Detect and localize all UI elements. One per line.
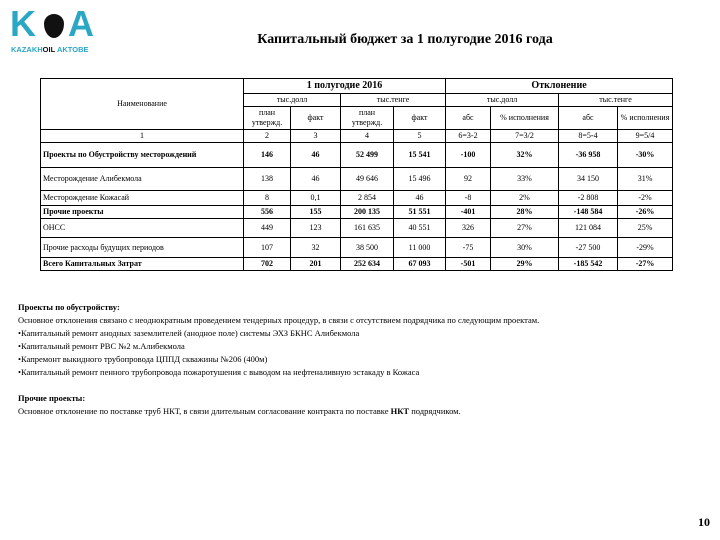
row-name: Проекты по Обустройству месторождений (41, 143, 244, 168)
page-number: 10 (698, 515, 710, 529)
table-row (41, 143, 673, 168)
column-number: 5 (394, 130, 446, 143)
value-cell: 138 (244, 168, 291, 191)
value-cell: -26% (618, 206, 673, 219)
value-cell: 146 (244, 143, 291, 168)
value-cell: 2 854 (341, 191, 394, 206)
value-cell: 123 (291, 219, 341, 238)
table-row (41, 206, 673, 219)
header-deviation: Отклонение (446, 79, 673, 94)
value-cell: 29% (491, 258, 559, 271)
notes-heading: Проекты по обустройству: (18, 302, 120, 312)
notes-item: •Капитальный ремонт РВС №2 м.Алибекмола (18, 341, 185, 351)
notes (18, 301, 708, 418)
notes-item: •Капитальный ремонт пенного трубопровода пожаротушения с выводом на нефтеналивную эстакаду в Кожаса (18, 367, 420, 377)
logo-letter-k: K (10, 3, 36, 44)
value-cell: 449 (244, 219, 291, 238)
value-cell: 33% (491, 168, 559, 191)
value-cell: 51 551 (394, 206, 446, 219)
column-number: 2 (244, 130, 291, 143)
row-name: Месторождение Кожасай (41, 191, 244, 206)
value-cell: 556 (244, 206, 291, 219)
subheader-cell: план утвержд. (244, 107, 291, 130)
table-row (41, 258, 673, 271)
unit-header: тыс.долл (446, 94, 559, 107)
value-cell: 34 150 (559, 168, 618, 191)
value-cell: 2% (491, 191, 559, 206)
column-number: 9=5/4 (618, 130, 673, 143)
value-cell: 46 (394, 191, 446, 206)
value-cell: 702 (244, 258, 291, 271)
subheader-cell: факт (394, 107, 446, 130)
row-name: Всего Капитальных Затрат (41, 258, 244, 271)
table-row (41, 191, 673, 206)
value-cell: 28% (491, 206, 559, 219)
logo-letter-a: A (68, 3, 94, 44)
subheader-cell: % исполнения (618, 107, 673, 130)
value-cell: 121 084 (559, 219, 618, 238)
value-cell: -2% (618, 191, 673, 206)
subheader-cell: % исполнения (491, 107, 559, 130)
row-name: ОНСС (41, 219, 244, 238)
value-cell: -100 (446, 143, 491, 168)
value-cell: 326 (446, 219, 491, 238)
value-cell: -148 584 (559, 206, 618, 219)
value-cell: 31% (618, 168, 673, 191)
value-cell: 201 (291, 258, 341, 271)
subheader-cell: факт (291, 107, 341, 130)
column-number: 3 (291, 130, 341, 143)
value-cell: 200 135 (341, 206, 394, 219)
column-number: 8=5-4 (559, 130, 618, 143)
value-cell: 52 499 (341, 143, 394, 168)
table-row (41, 168, 673, 191)
value-cell: -8 (446, 191, 491, 206)
value-cell: 49 646 (341, 168, 394, 191)
row-name: Прочие расходы будущих периодов (41, 238, 244, 258)
value-cell: 11 000 (394, 238, 446, 258)
value-cell: 161 635 (341, 219, 394, 238)
value-cell: -36 958 (559, 143, 618, 168)
value-cell: 252 634 (341, 258, 394, 271)
column-number: 4 (341, 130, 394, 143)
value-cell: 27% (491, 219, 559, 238)
row-name: Месторождение Алибекмола (41, 168, 244, 191)
oil-drop-icon (44, 14, 64, 38)
value-cell: 32% (491, 143, 559, 168)
value-cell: 40 551 (394, 219, 446, 238)
value-cell: -27 500 (559, 238, 618, 258)
table-row (41, 219, 673, 238)
header-period: 1 полугодие 2016 (244, 79, 446, 94)
value-cell: 15 541 (394, 143, 446, 168)
value-cell: 107 (244, 238, 291, 258)
budget-table (40, 78, 673, 271)
value-cell: 30% (491, 238, 559, 258)
notes-item: •Капремонт выкидного трубопровода ЦППД скважины №206 (400м) (18, 354, 268, 364)
unit-header: тыс.тенге (559, 94, 673, 107)
logo-subtitle: KAZAKHOIL AKTOBE (11, 45, 89, 54)
value-cell: -2 808 (559, 191, 618, 206)
value-cell: 38 500 (341, 238, 394, 258)
value-cell: 155 (291, 206, 341, 219)
unit-header: тыс.долл (244, 94, 341, 107)
notes-heading: Прочие проекты: (18, 393, 86, 403)
row-name: Прочие проекты (41, 206, 244, 219)
subheader-cell: план утвержд. (341, 107, 394, 130)
subheader-cell: абс (446, 107, 491, 130)
value-cell: -29% (618, 238, 673, 258)
notes-item: •Капитальный ремонт анодных заземлителей (анодное поле) системы ЭХЗ БКНС Алибекмола (18, 328, 360, 338)
value-cell: 46 (291, 168, 341, 191)
column-number: 6=3-2 (446, 130, 491, 143)
value-cell: -501 (446, 258, 491, 271)
value-cell: 67 093 (394, 258, 446, 271)
value-cell: 8 (244, 191, 291, 206)
value-cell: -185 542 (559, 258, 618, 271)
header-name: Наименование (41, 79, 244, 130)
table-row (41, 238, 673, 258)
value-cell: 92 (446, 168, 491, 191)
column-number: 1 (41, 130, 244, 143)
subheader-cell: абс (559, 107, 618, 130)
value-cell: 25% (618, 219, 673, 238)
company-logo (8, 3, 108, 56)
page-title: Капитальный бюджет за 1 полугодие 2016 года (257, 32, 553, 47)
value-cell: -401 (446, 206, 491, 219)
value-cell: 0,1 (291, 191, 341, 206)
column-number: 7=3/2 (491, 130, 559, 143)
value-cell: 15 496 (394, 168, 446, 191)
value-cell: 32 (291, 238, 341, 258)
notes-text: Основное отклонения связано с неоднократным проведением тендерных процедур, в связи с отсутствием подрядчика по следующим проектам. (18, 315, 540, 325)
unit-header: тыс.тенге (341, 94, 446, 107)
value-cell: 46 (291, 143, 341, 168)
notes-text: Основное отклонение по поставке труб НКТ, в связи длительным согласование контракта по поставке НКТ подрядчиком. (18, 406, 461, 416)
value-cell: -27% (618, 258, 673, 271)
value-cell: -75 (446, 238, 491, 258)
value-cell: -30% (618, 143, 673, 168)
